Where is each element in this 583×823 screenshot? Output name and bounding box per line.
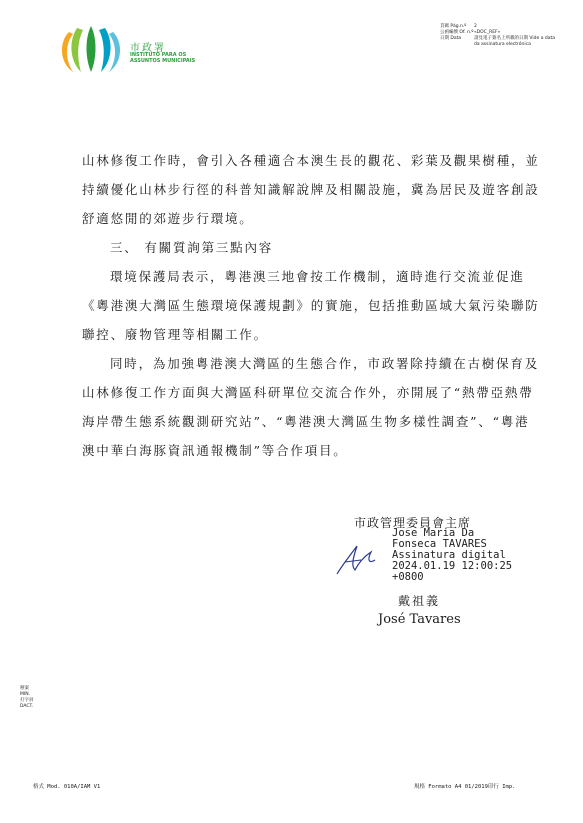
paragraph-3: 同時，為加強粵港澳大灣區的生態合作，市政署除持續在古樹保育及山林修復工作方面與大灣區科研單位交流合作外，亦開展了“熱帶亞熱帶海岸帶生態系統觀測研究站”、“粵港澳大灣區生物多樣性調查”、“粵港澳中華白海豚資訊通報機制”等合作項目。 [82,356,540,458]
org-name: 市政署 [130,43,166,54]
letter-body [82,146,542,465]
margin-note-line: DACT. [20,704,34,709]
digital-signature-line: 2024.01.19 12:00:25 [392,560,513,572]
meta-value: «DOC_REF» [474,30,501,35]
iam-leaf-icon [55,24,125,76]
footer-form-code: 格式 Mod. 010A/IAM V1 [33,784,101,790]
doc-meta [440,24,560,48]
margin-note-line: 辦案 [20,686,29,691]
meta-value: 2 [474,24,477,29]
margin-note [20,686,34,710]
signatory-title: 市政管理委員會主席 [354,516,472,530]
meta-label: 日期 Data [440,36,462,41]
section-heading-3: 三、 有關質詢第三點內容 [110,240,274,255]
meta-row-date [440,36,560,48]
margin-note-line: MIN. [20,692,31,697]
paragraph-1: 山林修復工作時，會引入各種適合本澳生長的觀花、彩葉及觀果樹種，並持續優化山林步行徑的科普知識解說牌及相關設施，冀為居民及遊客創設舒適悠閒的郊遊步行環境。 [82,153,540,226]
meta-value: 請見電子簽名上所載的日期 Vide a data da assinatura electrónica [474,36,556,47]
digital-signature-line: Fonseca TAVARES [392,538,487,550]
paragraph-2: 環境保護局表示，粵港澳三地會按工作機制，適時進行交流並促進《粵港澳大灣區生態環境保護規劃》的實施，包括推動區域大氣污染聯防聯控、廢物管理等相關工作。 [82,269,540,342]
signatory-name-cn: 戴祖義 [398,594,441,608]
digital-signature-block [392,528,512,583]
iam-logo [55,24,195,76]
footer-format: 規格 Formato A4 01/2019印行 Imp. [414,784,516,790]
signatory-name-pt: José Tavares [378,612,461,627]
digital-signature-line: +0800 [392,571,424,583]
meta-label: 頁碼 Pág.n.º [440,24,467,29]
digital-signature-line: Jose Maria Da [392,527,475,539]
digital-signature-line: Assinatura digital [392,549,506,561]
org-name-pt: INSTITUTO PARA OS ASSUNTOS MUNICIPAIS [130,52,196,64]
handwritten-signature [331,540,379,580]
margin-note-line: 打字員 [20,698,34,703]
meta-label: 公函編號 Of. n.º [440,30,474,35]
